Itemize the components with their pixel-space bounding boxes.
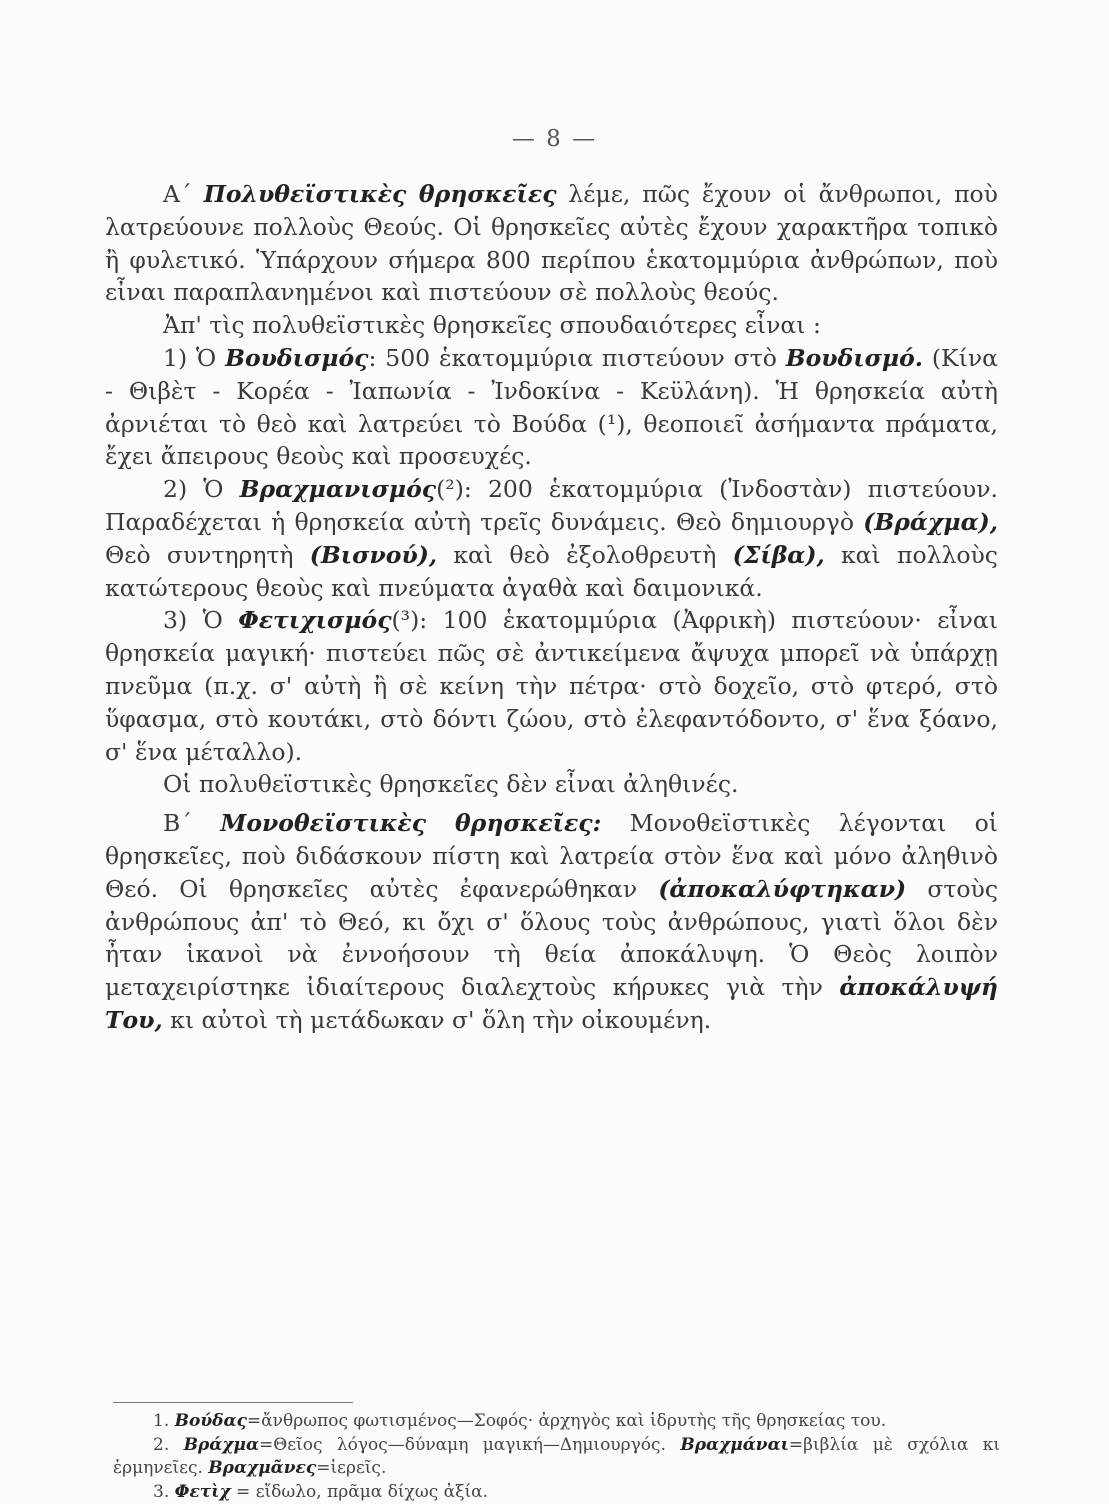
footnote-1-number: 1. <box>153 1411 169 1431</box>
footnote-1 <box>113 1410 1000 1434</box>
section-b-revelation: ἀποκάλυψή Του, <box>105 973 998 1034</box>
item3-name: Φετιχισμός <box>238 606 391 634</box>
monotheistic-paragraph <box>105 807 998 1037</box>
item2-number: 2) <box>163 475 187 503</box>
item-buddhism <box>105 342 998 473</box>
item-fetishism <box>105 604 998 768</box>
item2-article: Ὁ <box>203 475 223 503</box>
item1-name: Βουδισμός <box>225 344 368 372</box>
polytheistic-paragraph <box>105 178 998 309</box>
main-text <box>105 178 998 1037</box>
footnotes <box>113 1410 1000 1504</box>
item2-vishnu: (Βισνού), <box>310 541 437 569</box>
major-intro: Ἀπ' τὶς πολυθεϊστικὲς θρησκεῖες σπουδαιότερες εἶναι : <box>105 309 998 342</box>
footnote-3 <box>113 1481 1000 1504</box>
conclusion-a: Οἱ πολυθεϊστικὲς θρησκεῖες δὲν εἶναι ἀληθινές. <box>105 768 998 801</box>
section-a-text: λέμε, πῶς ἔχουν οἱ ἄνθρωποι, ποὺ λατρεύουνε πολλοὺς Θεούς. Οἱ θρησκεῖες αὐτὲς ἔχουν χαρακτῆρα τοπικὸ ἢ φυλετικό. Ὑπάρχουν σήμερα 800 περίπου ἑκατομμύρια ἀνθρώπων, ποὺ εἶναι παραπλανημένοι καὶ πιστεύουν σὲ πολλοὺς θεούς. <box>105 180 998 306</box>
item3-article: Ὁ <box>203 606 223 634</box>
section-b-title: Μονοθεϊστικὲς θρησκεῖες: <box>220 809 601 837</box>
footnote-rule <box>113 1402 353 1403</box>
page-number: — 8 — <box>0 126 1109 152</box>
footnote-2-text2: =βιβλία μὲ σχόλια κι ἑρμηνεῖες. <box>113 1435 1000 1479</box>
item2-text-a: (²): 200 ἑκατομμύρια (Ἰνδοστὰν) πιστεύουν. Παραδέχεται ἡ θρησκεία αὐτὴ τρεῖς δυνάμεις. Θεὸ δημιουργὸ <box>105 475 998 536</box>
item2-brahma: (Βράχμα), <box>863 508 998 536</box>
item3-number: 3) <box>163 606 187 634</box>
footnote-2-term2: Βραχμάναι <box>680 1435 789 1455</box>
section-b-label: Β΄ <box>163 809 192 837</box>
section-b-revealed: (ἀποκαλύφτηκαν) <box>658 875 906 903</box>
footnote-1-term: Βούδας <box>175 1411 247 1431</box>
item1-text-b: (Κίνα - Θιβὲτ - Κορέα - Ἰαπωνία - Ἰνδοκίνα - Κεϋλάνη). Ἡ θρησκεία αὐτὴ ἀρνιέται τὸ θεὸ καὶ λατρεύει τὸ Βούδα (¹), θεοποιεῖ ἀσήμαντα πράματα, ἔχει ἄπειρους θεοὺς καὶ προσευχές. <box>105 344 998 470</box>
item-brahmanism <box>105 473 998 604</box>
item2-name: Βραχμανισμός <box>240 475 437 503</box>
item2-text-c: καὶ θεὸ ἐξολοθρευτὴ <box>453 541 716 569</box>
footnote-2 <box>113 1434 1000 1481</box>
section-b-text-b: στοὺς ἀνθρώπους ἀπ' τὸ Θεό, κι ὄχι σ' ὅλους τοὺς ἀνθρώπους, γιατὶ ὅλοι δὲν ἦταν ἱκανοὶ νὰ ἐννοήσουν τὴ θεία ἀποκάλυψη. Ὁ Θεὸς λοιπὸν μεταχειρίστηκε ἰδιαίτερους διαλεχτοὺς κήρυκες γιὰ τὴν <box>105 875 998 1001</box>
footnote-2-text: =Θεῖος λόγος—δύναμη μαγική—Δημιουργός. <box>259 1435 666 1455</box>
section-a-label: Α΄ <box>163 180 192 208</box>
item1-number: 1) <box>163 344 187 372</box>
section-a-title: Πολυθεϊστικὲς θρησκεῖες <box>204 180 557 208</box>
item1-text-a: : 500 ἑκατομμύρια πιστεύουν στὸ <box>368 344 776 372</box>
item2-text-b: Θεὸ συντηρητὴ <box>105 541 294 569</box>
item1-article: Ὁ <box>196 344 216 372</box>
footnote-2-text3: =ἱερεῖς. <box>316 1458 386 1478</box>
footnote-3-text: = εἴδωλο, πρᾶμα δίχως ἀξία. <box>236 1482 488 1502</box>
footnote-2-number: 2. <box>153 1435 169 1455</box>
footnote-2-term3: Βραχμᾶνες <box>208 1458 316 1478</box>
footnote-2-term: Βράχμα <box>184 1435 259 1455</box>
footnote-3-number: 3. <box>153 1482 169 1502</box>
section-b-text-c: κι αὐτοὶ τὴ μετάδωκαν σ' ὅλη τὴν οἰκουμένη. <box>170 1006 711 1034</box>
item3-text: (³): 100 ἑκατομμύρια (Ἀφρικὴ) πιστεύουν· εἶναι θρησκεία μαγική· πιστεύει πῶς σὲ ἀντικείμενα ἄψυχα μπορεῖ νὰ ὑπάρχῃ πνεῦμα (π.χ. σ' αὐτὴ ἢ σὲ κείνη τὴν πέτρα· στὸ δοχεῖο, στὸ φτερό, στὸ ὕφασμα, στὸ κουτάκι, στὸ δόντι ζώου, στὸ ἐλεφαντόδοντο, σ' ἕνα ξόανο, σ' ἕνα μέταλλο). <box>105 606 998 765</box>
item2-text-d: καὶ πολλοὺς κατώτερους θεοὺς καὶ πνεύματα ἀγαθὰ καὶ δαιμονικά. <box>105 541 998 602</box>
footnote-1-text: =ἄνθρωπος φωτισμένος—Σοφός· ἀρχηγὸς καὶ ἱδρυτὴς τῆς θρησκείας του. <box>247 1411 886 1431</box>
item2-shiva: (Σίβα), <box>733 541 825 569</box>
footnote-3-term: Φετὶχ <box>175 1482 231 1502</box>
section-b-text-a: Μονοθεϊστικὲς λέγονται οἱ θρησκεῖες, ποὺ διδάσκουν πίστη καὶ λατρεία στὸν ἕνα καὶ μόνο ἀληθινὸ Θεό. Οἱ θρησκεῖες αὐτὲς ἐφανερώθηκαν <box>105 809 998 903</box>
item1-name2: Βουδισμό. <box>786 344 923 372</box>
